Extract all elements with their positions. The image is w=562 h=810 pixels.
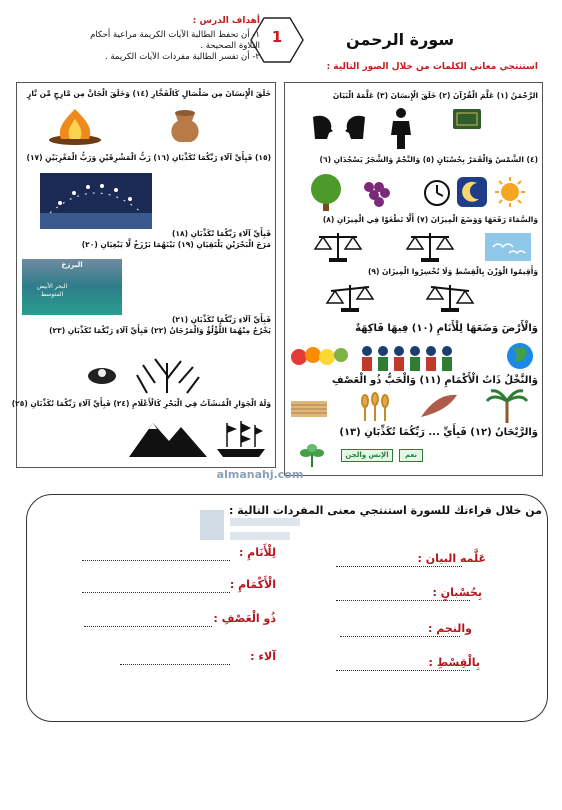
speaking-heads-icon	[309, 113, 369, 141]
term-label: آلاء :	[250, 650, 276, 663]
balance-scale-icon	[313, 229, 363, 263]
tree-icon	[303, 173, 349, 211]
quran-book-icon	[451, 107, 483, 131]
lesson-number: 1	[271, 28, 283, 46]
term-label: ذُو الْعَصْفِ :	[213, 612, 276, 625]
answer-line[interactable]	[84, 626, 212, 627]
verse-line: خَلَقَ الْإِنسَانَ مِن صَلْصَالٍ كَالْفَخَّارِ (١٤) وَخَلَقَ الْجَانَّ مِن مَّارِجٍ مِّن نَّارٍ	[27, 89, 271, 98]
verse-line: وَالرَّيْحَانُ (١٢) فَبِأَيِّ ... رَبِّكُمَا تُكَذِّبَانِ (١٣)	[339, 427, 538, 438]
objective-line: التلاوة الصحيحة .	[200, 41, 260, 51]
surah-title: سورة الرحمن	[345, 30, 455, 49]
verse-line: يَخْرُجُ مِنْهُمَا اللُّؤْلُؤُ وَالْمَرْجَانُ (٢٢) فَبِأَيِّ آلَاءِ رَبِّكُمَا تُكَذِّبَانِ (٢٣)	[49, 326, 271, 335]
answer-line[interactable]	[82, 592, 230, 593]
basil-plant-icon	[295, 443, 329, 467]
right-panel	[284, 82, 543, 476]
vocabulary-heading: من خلال قراءتك للسورة استنتجي معنى المفردات التالية :	[229, 504, 542, 517]
term-label: بِالْقِسْطِ :	[428, 656, 480, 669]
pearl-oyster-icon	[87, 361, 117, 385]
grapes-icon	[359, 177, 395, 209]
watermark: almanahj.com	[216, 468, 304, 481]
term-label: بِحُسْبانٍ :	[432, 586, 482, 599]
human-figure-icon	[383, 107, 419, 149]
wheat-icon	[355, 391, 395, 421]
verse-line: وَأَقِيمُوا الْوَزْنَ بِالْقِسْطِ وَلَا تُخْسِرُوا الْمِيزَانَ (٩)	[367, 267, 538, 276]
answer-line[interactable]	[336, 600, 470, 601]
right-panel-heading: استنتجي معاني الكلمات من خلال الصور التالية :	[326, 62, 538, 72]
term-label: الْأَكْمَامِ :	[229, 578, 276, 591]
palm-sheath-icon	[417, 391, 461, 421]
sailing-ship-icon	[213, 419, 269, 459]
globe-icon	[505, 341, 535, 371]
coral-icon	[127, 353, 207, 393]
two-seas-image	[22, 259, 122, 315]
objective-line: ٢- أن تفسر الطالبة مفردات الآيات الكريمة .	[104, 52, 260, 62]
answer-line[interactable]	[120, 664, 230, 665]
answer-line[interactable]	[340, 636, 460, 637]
verse-line: وَالنَّخْلُ ذَاتُ الْأَكْمَامِ (١١) وَالْحَبُّ ذُو الْعَصْفِ	[331, 375, 538, 386]
objectives-title: أهداف الدرس :	[192, 16, 260, 26]
fruit-basket-icon	[289, 343, 349, 371]
verse-line: فَبِأَيِّ آلَاءِ رَبِّكُمَا تُكَذِّبَانِ (٢١)	[171, 315, 271, 324]
balance-scale-icon	[325, 281, 375, 313]
term-label: والنجم :	[427, 622, 472, 635]
jinn-humans-label: الإنس والجن	[341, 449, 393, 462]
balance-scale-icon	[425, 281, 475, 313]
answer-line[interactable]	[82, 560, 230, 561]
yes-label: نعم	[399, 449, 423, 462]
mountains-icon	[129, 417, 207, 457]
left-panel	[11, 82, 276, 468]
two-easts-night-sky-image	[40, 173, 152, 229]
sea-label: البحر الأبيض المتوسط	[36, 283, 68, 298]
verse-line: وَلَهُ الْجَوَارِ الْمُنشَآتُ فِي الْبَحْرِ كَالْأَعْلَامِ (٢٤) فَبِأَيِّ آلَاءِ رَبِّكُمَا تُكَذِّبَانِ (٢٥)	[11, 399, 271, 408]
verse-line: (١٥) فَبِأَيِّ آلَاءِ رَبِّكُمَا تُكَذِّبَانِ (١٦) رَبُّ الْمَشْرِقَيْنِ وَرَبُّ الْمَغْرِبَيْنِ (١٧)	[26, 153, 271, 162]
birds-sky-icon	[485, 233, 531, 261]
clay-jug-icon	[165, 105, 205, 145]
sun-icon	[493, 175, 527, 209]
verse-line: فَبِأَيِّ آلَاءِ رَبِّكُمَا تُكَذِّبَانِ (١٨)	[171, 229, 271, 238]
people-crowd-icon	[357, 343, 457, 371]
verse-line: وَالسَّمَاءَ رَفَعَهَا وَوَضَعَ الْمِيزَانَ (٧) أَلَّا تَطْغَوْا فِي الْمِيزَانِ (٨)	[322, 215, 538, 224]
term-label: عَلَّمه البيان :	[417, 552, 486, 565]
palm-tree-icon	[485, 387, 529, 423]
verse-line: مَرَجَ الْبَحْرَيْنِ يَلْتَقِيَانِ (١٩) بَيْنَهُمَا بَرْزَخٌ لَّا يَبْغِيَانِ (٢٠)	[81, 240, 271, 249]
clock-icon	[423, 179, 451, 207]
answer-line[interactable]	[336, 566, 462, 567]
straw-bundle-icon	[289, 395, 329, 421]
balance-scale-icon	[405, 229, 455, 263]
fire-icon	[45, 107, 105, 145]
objective-line: ١- أن تحفظ الطالبة الآيات الكريمة مراعية أحكام	[90, 30, 260, 40]
verse-line: وَالْأَرْضَ وَضَعَهَا لِلْأَنَامِ (١٠) فِيهَا فَاكِهَةٌ	[355, 323, 538, 334]
moon-icon	[457, 177, 487, 207]
barrier-label: البرزخ	[61, 261, 83, 269]
term-label: لِلْأَنَامِ :	[238, 546, 276, 559]
answer-line[interactable]	[336, 670, 470, 671]
verse-line: (٤) الشَّمْسُ وَالْقَمَرُ بِحُسْبَانٍ (٥) وَالنَّجْمُ وَالشَّجَرُ يَسْجُدَانِ (٦)	[319, 155, 538, 164]
verse-line: الرَّحْمَنُ (١) عَلَّمَ الْقُرْآنَ (٢) خَلَقَ الْإِنسَانَ (٣) عَلَّمَهُ الْبَيَانَ	[332, 91, 538, 100]
